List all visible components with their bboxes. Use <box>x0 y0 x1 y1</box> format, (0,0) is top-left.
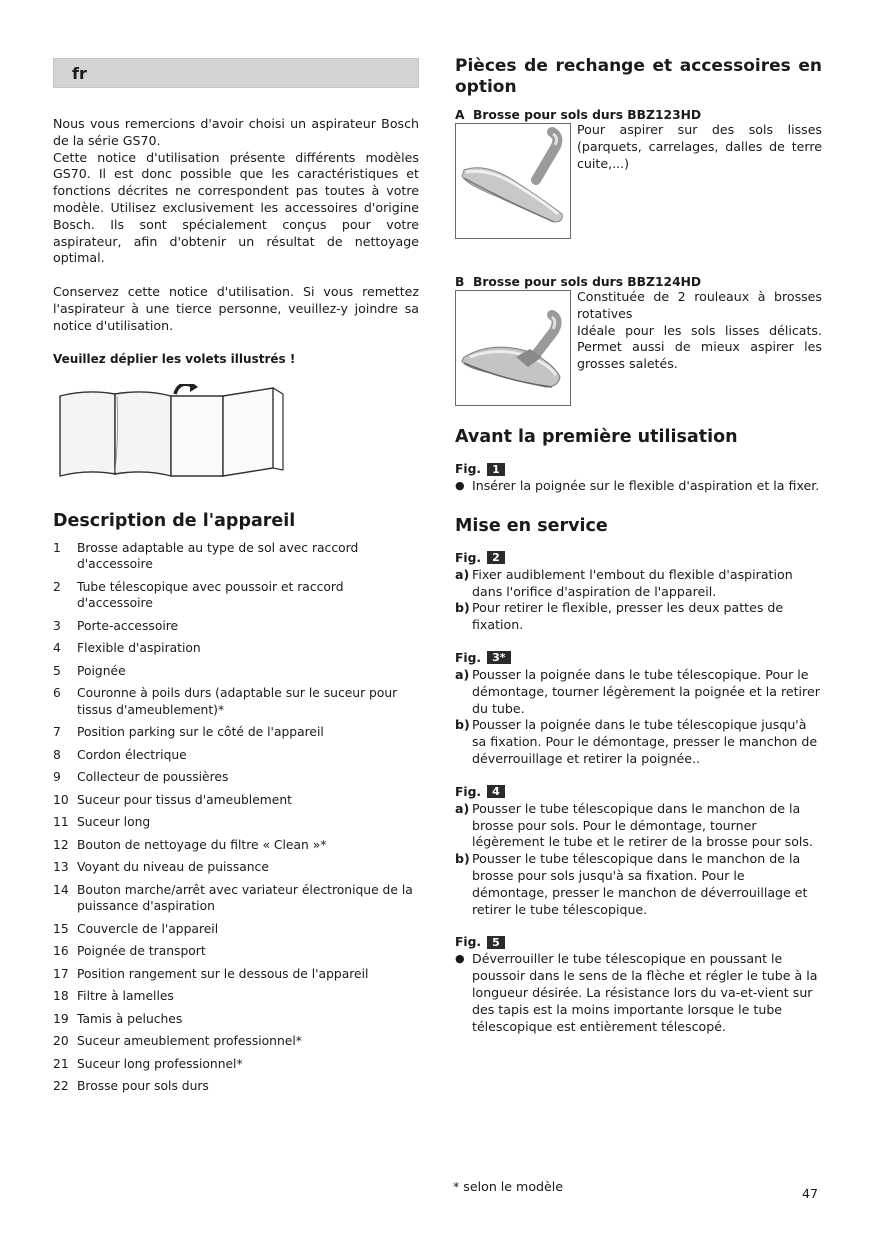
step-item: a) Fixer audiblement l'embout du flexible d'aspiration dans l'orifice d'aspiration de l'appareil. <box>455 566 793 599</box>
list-item: 3 Porte-accessoire <box>53 618 179 633</box>
list-item: 5 Poignée <box>53 663 126 678</box>
page-number: 47 <box>802 1186 819 1201</box>
step-item: a) Pousser la poignée dans le tube télescopique. Pour le démontage, tourner légèrement la poignée et la retirer du tube. <box>455 666 820 716</box>
intro-section <box>53 116 419 335</box>
fig-label: Fig. 2 <box>455 551 822 565</box>
parts-list <box>53 540 419 1095</box>
description-title: Description de l'appareil <box>53 510 296 531</box>
accessory-b <box>455 275 822 406</box>
accessory-description: Constituée de 2 rouleaux à brosses rotatives <box>577 289 822 321</box>
left-column <box>53 58 419 1101</box>
list-item: 22 Brosse pour sols durs <box>53 1079 209 1094</box>
fig-label: Fig. 1 <box>455 462 822 476</box>
list-item: 21 Suceur long professionnel* <box>53 1056 243 1071</box>
fig-label: Fig. 4 <box>455 785 822 799</box>
accessory-description: Pour aspirer sur des sols lisses (parquets, carrelages, dalles de terre cuite,...) <box>577 122 822 171</box>
service-title: Mise en service <box>455 515 608 536</box>
list-item: 18 Filtre à lamelles <box>53 989 174 1004</box>
list-item: 12 Bouton de nettoyage du filtre « Clean »* <box>53 837 327 852</box>
bullet-icon: ● <box>455 952 465 966</box>
list-item: 19 Tamis à peluches <box>53 1011 183 1026</box>
list-item: 9 Collecteur de poussières <box>53 770 229 785</box>
accessory-description: Idéale pour les sols lisses délicats. Permet aussi de mieux aspirer les grosses saletés. <box>577 322 822 372</box>
list-item: 4 Flexible d'aspiration <box>53 641 201 656</box>
accessory-name: Brosse pour sols durs BBZ123HD <box>473 108 702 122</box>
first-use-title: Avant la première utilisation <box>455 427 738 447</box>
accessory-a <box>455 108 822 239</box>
fig-number-badge: 2 <box>487 551 505 564</box>
hard-floor-brush-image <box>455 123 571 239</box>
step-item: b) Pousser le tube télescopique dans le manchon de la brosse pour sols jusqu'à sa fixation. Pour le démontage, presser le manchon de déverrouillage et retirer le tube télescopique. <box>455 851 808 917</box>
turbo-brush-image <box>455 290 571 406</box>
intro-paragraph-2: Cette notice d'utilisation présente différents modèles GS70. Il est donc possible que les caractéristiques et fonctions décrites ne correspondent pas toutes à votre modèle. Utilisez exclusivement les accessoires d'origine Bosch. Ils sont spécialement conçus pour votre aspirateur, afin d'obtenir un résultat de nettoyage optimal. <box>53 149 419 266</box>
list-item: 2 Tube télescopique avec poussoir et raccord d'accessoire <box>53 579 344 611</box>
unfold-note: Veuillez déplier les volets illustrés ! <box>53 351 296 366</box>
step-item: a) Pousser le tube télescopique dans le manchon de la brosse pour sols. Pour le démontage, tourner légèrement le tube et le retirer de la brosse pour sols. <box>455 800 813 850</box>
list-item: 20 Suceur ameublement professionnel* <box>53 1034 302 1049</box>
accessories-title: Pièces de rechange et accessoires en option <box>455 56 822 97</box>
step-item: b) Pour retirer le flexible, presser les deux pattes de fixation. <box>455 600 784 633</box>
right-column <box>455 56 822 1035</box>
fig-number-badge: 4 <box>487 785 505 798</box>
step-item: ● Déverrouiller le tube télescopique en poussant le poussoir dans le sens de la flèche et régler le tube à la longueur désirée. La résistance lors du va-et-vient sur des tapis est la moins importante lorsque le tube télescopique est entièrement télescopé. <box>455 951 818 1034</box>
booklet-unfold-illustration <box>57 384 287 480</box>
list-item: 17 Position rangement sur le dessous de l'appareil <box>53 966 369 981</box>
list-item: 8 Cordon électrique <box>53 747 187 762</box>
accessory-letter: B <box>455 275 465 289</box>
step-item: b) Pousser la poignée dans le tube télescopique jusqu'à sa fixation. Pour le démontage, presser le manchon de déverrouillage et retirer la poignée.. <box>455 717 818 766</box>
list-item: 16 Poignée de transport <box>53 944 206 959</box>
fig-number-badge: 1 <box>487 463 505 476</box>
list-item: 14 Bouton marche/arrêt avec variateur électronique de la puissance d'aspiration <box>53 882 413 914</box>
footnote: * selon le modèle <box>453 1179 564 1194</box>
list-item: 1 Brosse adaptable au type de sol avec raccord d'accessoire <box>53 540 359 572</box>
step-item: ● Insérer la poignée sur le flexible d'aspiration et la fixer. <box>455 478 820 493</box>
accessory-letter: A <box>455 108 465 122</box>
list-item: 6 Couronne à poils durs (adaptable sur le suceur pour tissus d'ameublement)* <box>53 686 398 717</box>
intro-paragraph-3: Conservez cette notice d'utilisation. Si vous remettez l'aspirateur à une tierce personne, veuillez-y joindre sa notice d'utilisation. <box>53 284 419 333</box>
list-item: 10 Suceur pour tissus d'ameublement <box>53 792 292 807</box>
intro-paragraph-1: Nous vous remercions d'avoir choisi un aspirateur Bosch de la série GS70. <box>53 116 419 148</box>
fig-number-badge: 3* <box>487 651 510 664</box>
list-item: 7 Position parking sur le côté de l'appareil <box>53 725 324 740</box>
bullet-icon: ● <box>455 479 465 492</box>
fig-label: Fig. 3* <box>455 651 822 665</box>
language-header: fr <box>53 58 419 88</box>
fig-label: Fig. 5 <box>455 935 822 949</box>
accessory-name: Brosse pour sols durs BBZ124HD <box>473 275 702 289</box>
list-item: 11 Suceur long <box>53 815 151 830</box>
fig-number-badge: 5 <box>487 936 505 949</box>
list-item: 15 Couvercle de l'appareil <box>53 921 219 936</box>
list-item: 13 Voyant du niveau de puissance <box>53 860 269 875</box>
